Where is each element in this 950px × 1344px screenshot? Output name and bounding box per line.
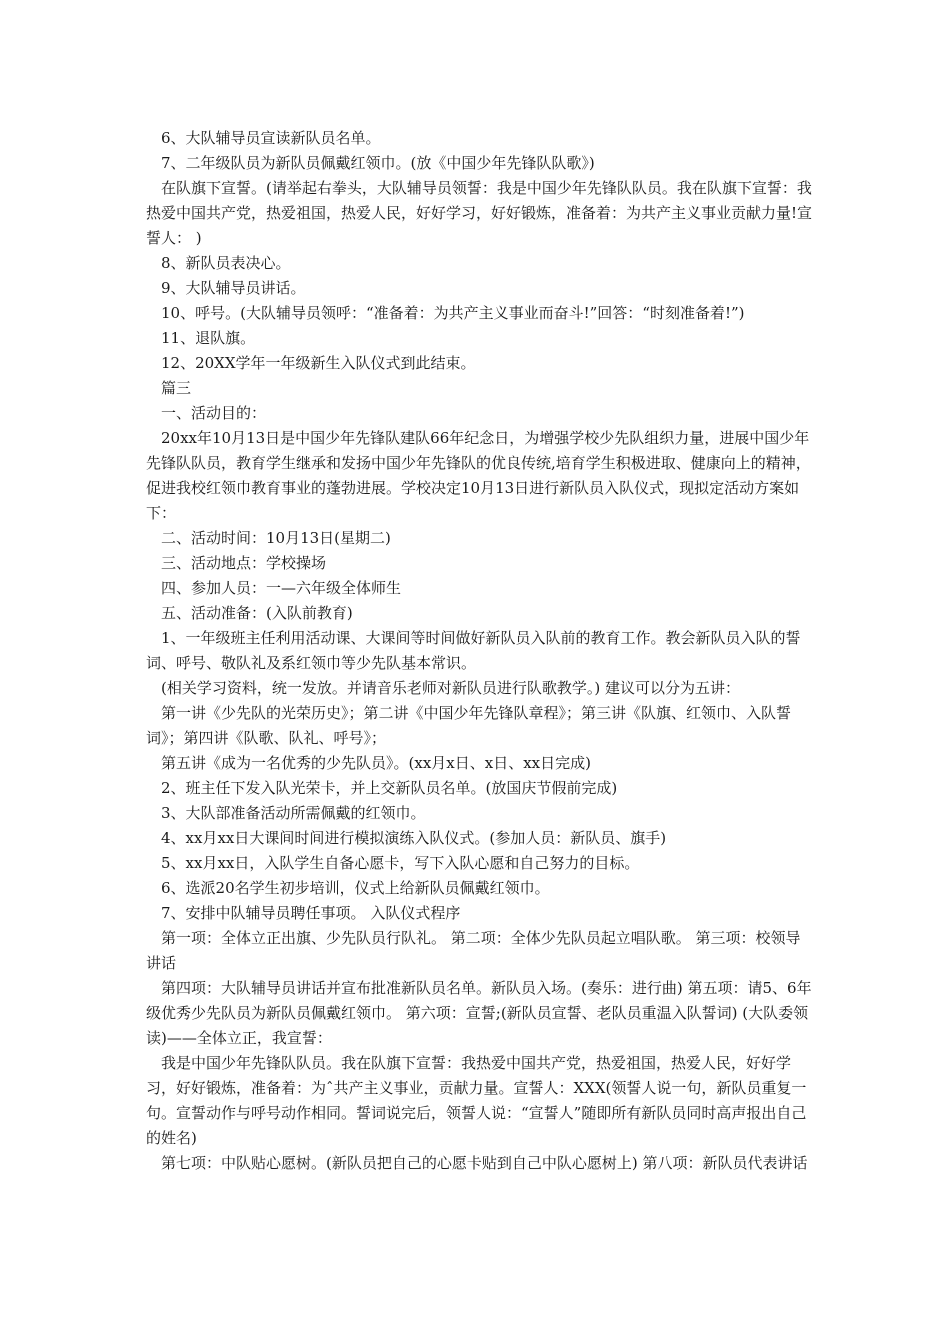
paragraph: 第七项：中队贴心愿树。(新队员把自己的心愿卡贴到自己中队心愿树上) 第八项：新队员代表讲话 (161, 1154, 808, 1172)
paragraph: 第四项：大队辅导员讲话并宣布批准新队员名单。新队员入场。(奏乐：进行曲) 第五项：请5、6年级优秀少先队员为新队员佩戴红领巾。 第六项：宣誓;(新队员宣誓、老队员重温入队誓词) (大队委领读)——全体立正，我宣誓： (146, 979, 812, 1047)
paragraph: 第一讲《少先队的光荣历史》；第二讲《中国少年先锋队章程》；第三讲《队旗、红领巾、入队誓词》；第四讲《队歌、队礼、呼号》； (146, 704, 792, 747)
paragraph: 5、xx月xx日，入队学生自备心愿卡，写下入队心愿和自己努力的目标。 (161, 854, 640, 872)
paragraph: 二、活动时间：10月13日(星期二) (161, 529, 391, 547)
section-heading: 篇三 (161, 379, 192, 397)
paragraph: (相关学习资料，统一发放。并请音乐老师对新队员进行队歌教学。) 建议可以分为五讲： (161, 679, 740, 697)
paragraph: 7、二年级队员为新队员佩戴红领巾。(放《中国少年先锋队队歌》) (161, 154, 595, 172)
paragraph: 三、活动地点：学校操场 (161, 554, 327, 572)
paragraph: 五、活动准备：(入队前教育) (161, 604, 353, 622)
paragraph: 在队旗下宣誓。(请举起右拳头，大队辅导员领誓：我是中国少年先锋队队员。我在队旗下宣誓：我热爱中国共产党，热爱祖国，热爱人民，好好学习，好好锻炼，准备着：为共产主义事业贡献力量!宣誓人： ) (146, 179, 813, 247)
paragraph: 第一项：全体立正出旗、少先队员行队礼。 第二项：全体少先队员起立唱队歌。 第三项：校领导讲话 (146, 929, 801, 972)
paragraph: 第五讲《成为一名优秀的少先队员》。(xx月x日、x日、xx日完成) (161, 754, 591, 772)
paragraph: 12、20XX学年一年级新生入队仪式到此结束。 (161, 354, 476, 372)
paragraph: 6、大队辅导员宣读新队员名单。 (161, 129, 381, 147)
paragraph: 7、安排中队辅导员聘任事项。 入队仪式程序 (161, 904, 461, 922)
document-body (146, 126, 814, 1176)
paragraph: 1、一年级班主任利用活动课、大课间等时间做好新队员入队前的教育工作。教会新队员入队的誓词、呼号、敬队礼及系红领巾等少先队基本常识。 (146, 629, 801, 672)
paragraph: 4、xx月xx日大课间时间进行模拟演练入队仪式。(参加人员：新队员、旗手) (161, 829, 667, 847)
paragraph: 一、活动目的： (161, 404, 267, 422)
paragraph: 2、班主任下发入队光荣卡，并上交新队员名单。(放国庆节假前完成) (161, 779, 618, 797)
paragraph: 20xx年10月13日是中国少年先锋队建队66年纪念日，为增强学校少先队组织力量，进展中国少年先锋队队员，教育学生继承和发扬中国少年先锋队的优良传统,培育学生积极进取、健康向上的精神，促进我校红领巾教育事业的蓬勃进展。学校决定10月13日进行新队员入队仪式，现拟定活动方案如下： (146, 429, 811, 522)
paragraph: 9、大队辅导员讲话。 (161, 279, 306, 297)
paragraph: 我是中国少年先锋队队员。我在队旗下宣誓：我热爱中国共产党，热爱祖国，热爱人民，好好学习，好好锻炼，准备着：为ˆ共产主义事业，贡献力量。宣誓人：XXX(领誓人说一句，新队员重复一句。宣誓动作与呼号动作相同。誓词说完后，领誓人说：“宣誓人”随即所有新队员同时高声报出自己的姓名) (146, 1054, 807, 1147)
paragraph: 6、选派20名学生初步培训，仪式上给新队员佩戴红领巾。 (161, 879, 550, 897)
paragraph: 10、呼号。(大队辅导员领呼：“准备着：为共产主义事业而奋斗!”回答：“时刻准备着!”) (161, 304, 745, 322)
paragraph: 3、大队部准备活动所需佩戴的红领巾。 (161, 804, 426, 822)
paragraph: 11、退队旗。 (161, 329, 256, 347)
paragraph: 四、参加人员：一—六年级全体师生 (161, 579, 402, 597)
paragraph: 8、新队员表决心。 (161, 254, 291, 272)
